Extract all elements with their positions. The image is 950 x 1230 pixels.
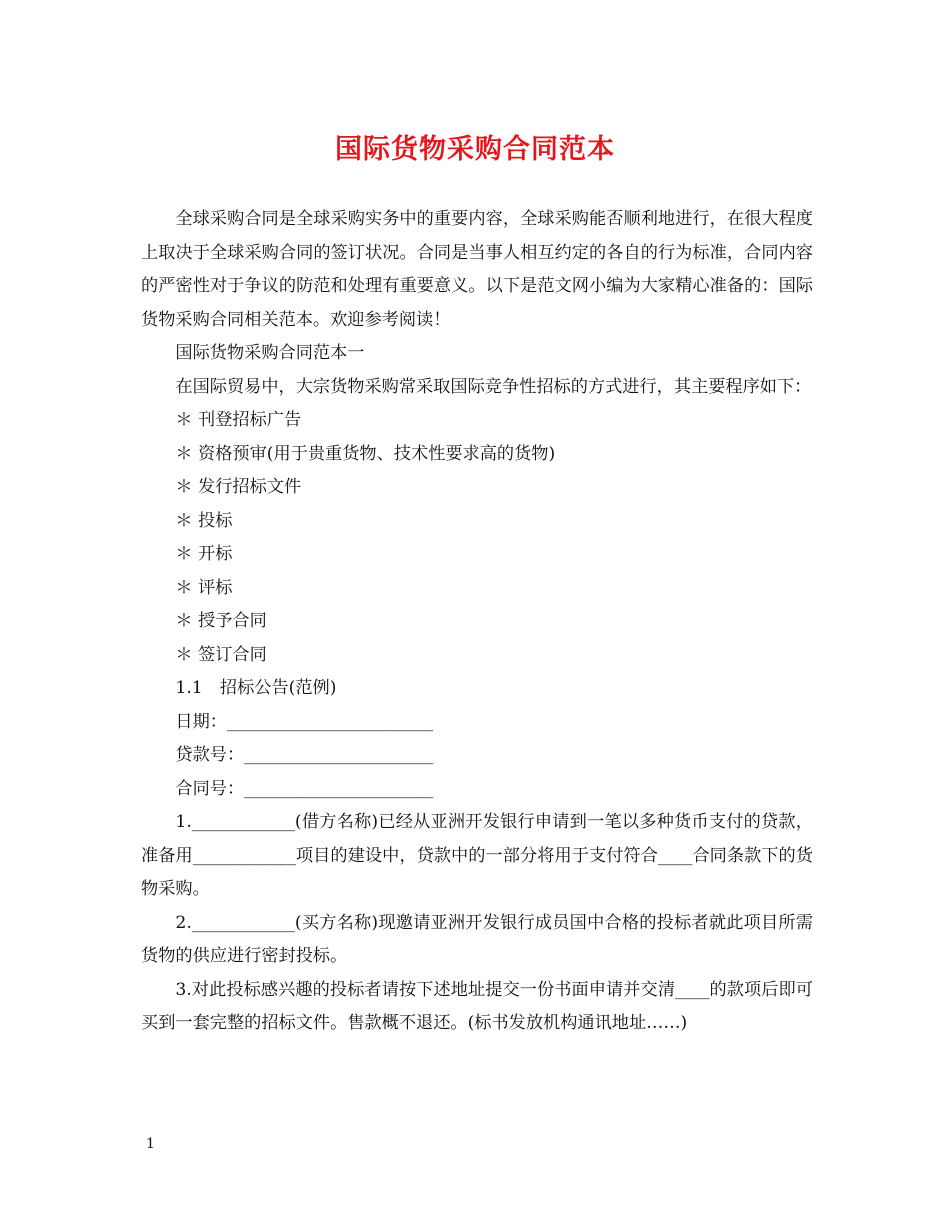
- section-heading: 1.1 招标公告(范例): [175, 678, 337, 698]
- contract-number-field-line: 合同号：______________________: [175, 778, 434, 799]
- numbered-paragraph-2: 2.____________(买方名称)现邀请亚洲开发银行成员国中合格的投标者就此项目所需货物的供应进行密封投标。: [141, 912, 813, 966]
- procedure-item: ＊ 资格预审(用于贵重货物、技术性要求高的货物): [175, 443, 556, 464]
- page-number: 1: [146, 1136, 155, 1152]
- numbered-paragraph-1: 1.____________(借方名称)已经从亚洲开发银行申请到一笔以多种货币支付的贷款，准备用____________项目的建设中，贷款中的一部分将用于支付符合____合同条款下的货物采购。: [141, 812, 813, 899]
- sample-heading: 国际货物采购合同范本一: [175, 343, 365, 363]
- procedure-item: ＊ 评标: [175, 577, 233, 598]
- loan-number-field-line: 贷款号：______________________: [175, 745, 434, 765]
- numbered-paragraph-3: 3.对此投标感兴趣的投标者请按下述地址提交一份书面申请并交清____的款项后即可买到一套完整的招标文件。售款概不退还。(标书发放机构通讯地址……): [141, 979, 813, 1033]
- intro-paragraph: 全球采购合同是全球采购实务中的重要内容，全球采购能否顺利地进行，在很大程度上取决于全球采购合同的签订状况。合同是当事人相互约定的各自的行为标准，合同内容的严密性对于争议的防范和处理有重要意义。以下是范文网小编为大家精心准备的：国际货物采购合同相关范本。欢迎参考阅读！: [141, 209, 813, 330]
- procedure-item: ＊ 开标: [175, 544, 233, 564]
- procedure-item: ＊ 签订合同: [175, 644, 267, 665]
- procedure-item: ＊ 授予合同: [175, 611, 267, 631]
- procedure-item: ＊ 刊登招标广告: [175, 410, 302, 430]
- date-field-line: 日期：________________________: [175, 711, 434, 732]
- document-body: [141, 203, 813, 1041]
- procedure-item: ＊ 发行招标文件: [175, 477, 302, 497]
- document-title: 国际货物采购合同范本: [335, 134, 615, 165]
- procedure-intro-paragraph: 在国际贸易中，大宗货物采购常采取国际竞争性招标的方式进行，其主要程序如下：: [175, 376, 812, 397]
- procedure-item: ＊ 投标: [175, 510, 233, 531]
